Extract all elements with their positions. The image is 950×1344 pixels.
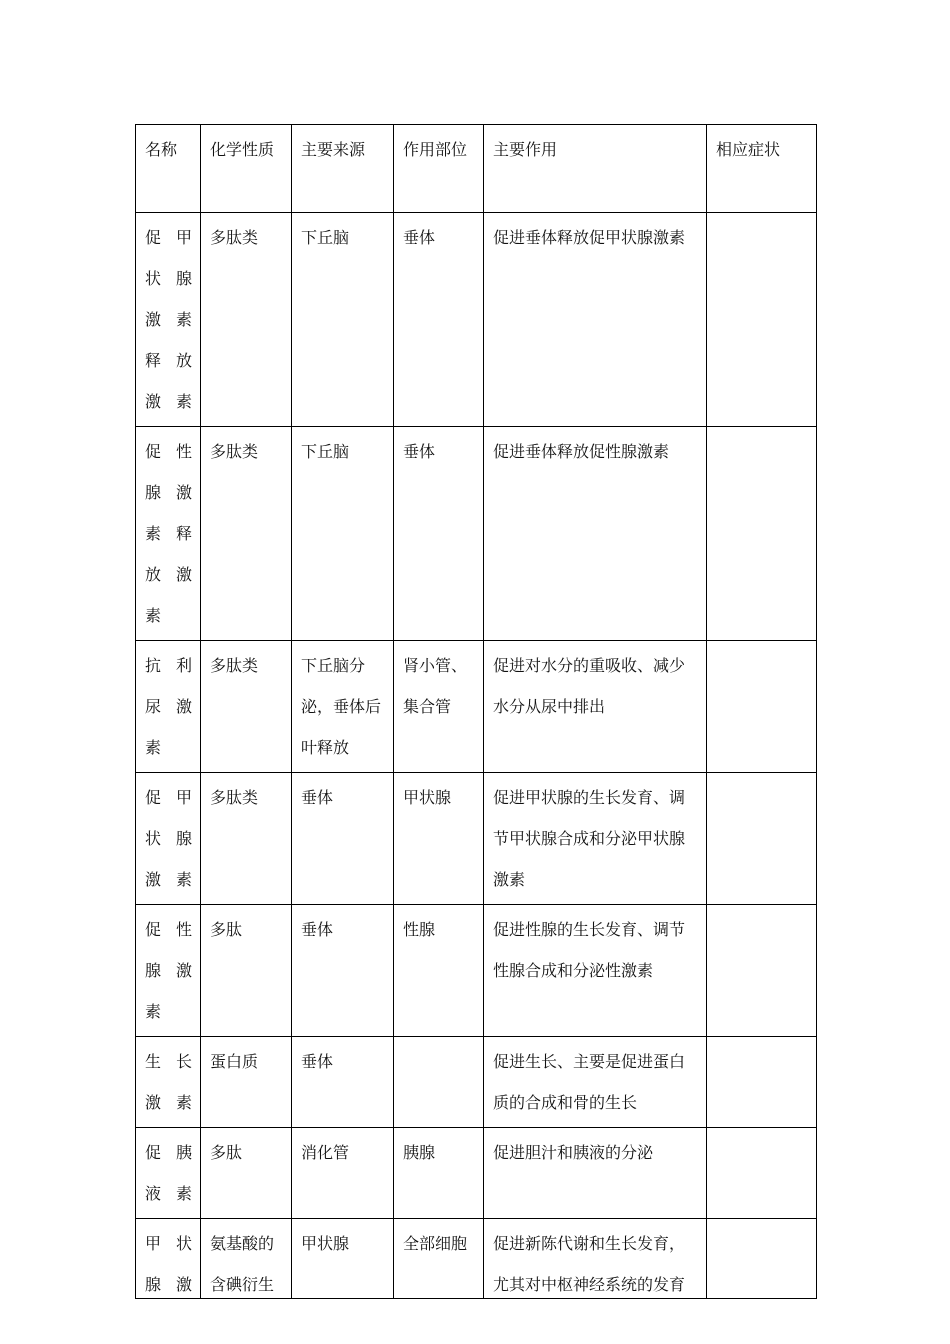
cell-name — [136, 1219, 201, 1299]
cell-target: 垂体 — [394, 427, 484, 641]
cell-target: 垂体 — [394, 213, 484, 427]
cell-chemistry: 多肽类 — [201, 641, 292, 773]
cell-chemistry — [201, 1219, 292, 1299]
header-target: 作用部位 — [394, 125, 484, 213]
cell-source: 消化管 — [292, 1128, 394, 1219]
cell-name-line: 激素 — [145, 1093, 192, 1112]
cell-clip: 促进新陈代谢和生长发育，尤其对中枢神经系统的发育 — [493, 1234, 686, 1294]
table-row — [136, 427, 817, 641]
cell-target: 肾小管、集合管 — [394, 641, 484, 773]
cell-name-line: 腺激 — [145, 1275, 192, 1294]
cell-name-line: 状腺 — [145, 269, 192, 288]
cell-name — [136, 213, 201, 427]
cell-name-line: 素 — [145, 606, 162, 625]
cell-target: 胰腺 — [394, 1128, 484, 1219]
table-row — [136, 641, 817, 773]
cell-name-line: 尿激 — [145, 697, 192, 716]
cell-symptom — [707, 773, 817, 905]
cell-chemistry: 多肽类 — [201, 773, 292, 905]
cell-function: 促进性腺的生长发育、调节性腺合成和分泌性激素 — [484, 905, 707, 1037]
cell-function: 促进垂体释放促性腺激素 — [484, 427, 707, 641]
cell-function: 促进对水分的重吸收、减少水分从尿中排出 — [484, 641, 707, 773]
cell-name-line: 抗利 — [145, 656, 192, 675]
cell-name-line: 腺激 — [145, 961, 192, 980]
cell-name — [136, 1128, 201, 1219]
cell-symptom — [707, 1037, 817, 1128]
cell-name-line: 促甲 — [145, 228, 192, 247]
header-name: 名称 — [136, 125, 201, 213]
cell-name-line: 激素 — [145, 392, 192, 411]
cell-symptom — [707, 427, 817, 641]
cell-name-line: 促甲 — [145, 788, 192, 807]
cell-name-line: 素 — [145, 1002, 162, 1021]
cell-chemistry: 多肽 — [201, 905, 292, 1037]
cell-name-line: 促性 — [145, 442, 192, 461]
cell-function: 促进胆汁和胰液的分泌 — [484, 1128, 707, 1219]
cell-name-line: 促性 — [145, 920, 192, 939]
cell-name-line: 液素 — [145, 1184, 192, 1203]
table-row — [136, 905, 817, 1037]
cell-name — [136, 427, 201, 641]
cell-clip: 全部细胞 — [403, 1234, 468, 1253]
cell-target — [394, 1219, 484, 1299]
cell-chemistry: 多肽类 — [201, 213, 292, 427]
cell-name-line: 甲状 — [145, 1234, 192, 1253]
cell-chemistry: 多肽类 — [201, 427, 292, 641]
cell-name-line: 素 — [145, 738, 162, 757]
header-symptom: 相应症状 — [707, 125, 817, 213]
table-header-row — [136, 125, 817, 213]
cell-name-line: 状腺 — [145, 829, 192, 848]
header-function: 主要作用 — [484, 125, 707, 213]
cell-name — [136, 1037, 201, 1128]
cell-name-line: 生长 — [145, 1052, 192, 1071]
cell-name-line: 释放 — [145, 351, 192, 370]
cell-source: 垂体 — [292, 905, 394, 1037]
cell-function: 促进垂体释放促甲状腺激素 — [484, 213, 707, 427]
cell-symptom — [707, 905, 817, 1037]
cell-clip: 氨基酸的含碘衍生 — [210, 1234, 275, 1294]
table-row — [136, 1128, 817, 1219]
cell-chemistry: 蛋白质 — [201, 1037, 292, 1128]
table-row — [136, 1037, 817, 1128]
table-row — [136, 213, 817, 427]
cell-source: 下丘脑 — [292, 427, 394, 641]
cell-clip: 甲状腺 — [301, 1234, 350, 1253]
cell-source: 下丘脑 — [292, 213, 394, 427]
cell-source — [292, 1219, 394, 1299]
hormone-table — [135, 124, 817, 1299]
cell-source: 垂体 — [292, 773, 394, 905]
header-chemistry: 化学性质 — [201, 125, 292, 213]
cell-name-line: 激素 — [145, 870, 192, 889]
table-row — [136, 773, 817, 905]
cell-clip — [145, 1223, 192, 1294]
cell-target: 甲状腺 — [394, 773, 484, 905]
cell-name-line: 激素 — [145, 310, 192, 329]
cell-function — [484, 1219, 707, 1299]
cell-target — [394, 1037, 484, 1128]
cell-name-line: 放激 — [145, 565, 192, 584]
cell-name — [136, 905, 201, 1037]
cell-symptom — [707, 641, 817, 773]
header-source: 主要来源 — [292, 125, 394, 213]
cell-name — [136, 641, 201, 773]
cell-name — [136, 773, 201, 905]
cell-name-line: 腺激 — [145, 483, 192, 502]
cell-chemistry: 多肽 — [201, 1128, 292, 1219]
cell-name-line: 促胰 — [145, 1143, 192, 1162]
cell-symptom — [707, 1128, 817, 1219]
cell-symptom — [707, 1219, 817, 1299]
cell-source: 垂体 — [292, 1037, 394, 1128]
cell-source: 下丘脑分泌，垂体后叶释放 — [292, 641, 394, 773]
table-row — [136, 1219, 817, 1299]
cell-name-line: 素释 — [145, 524, 192, 543]
cell-target: 性腺 — [394, 905, 484, 1037]
cell-symptom — [707, 213, 817, 427]
cell-function: 促进甲状腺的生长发育、调节甲状腺合成和分泌甲状腺激素 — [484, 773, 707, 905]
cell-function: 促进生长、主要是促进蛋白质的合成和骨的生长 — [484, 1037, 707, 1128]
